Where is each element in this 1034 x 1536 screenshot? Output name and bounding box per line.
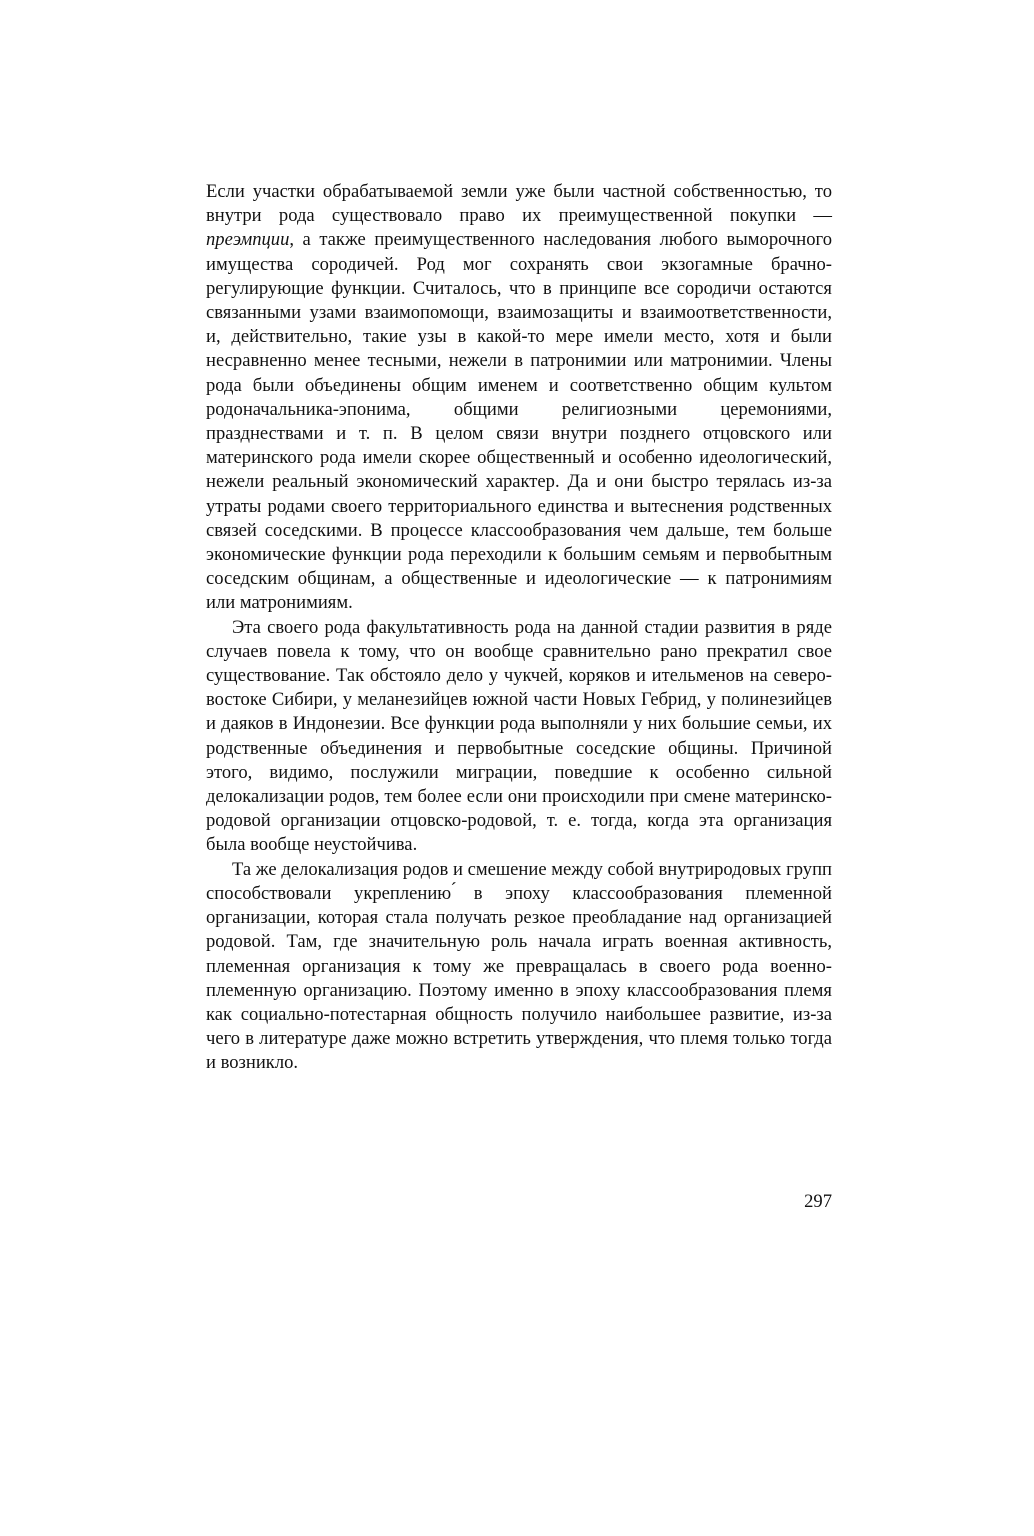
paragraph-1-text-end: , а также преимущественного наследования любого выморочного имущества сородичей. Род мог сохранять свои экзогамные брачно-регулирующие функции. Считалось, что в принципе все сородичи остаются связанными узами взаимопомощи, взаимозащиты и взаимоответственности, и, действительно, такие узы в какой-то мере имели место, хотя и были несравненно менее тесными, нежели в патронимии или матронимии. Члены рода были объединены общим именем и соответственно общим культом родоначальника-эпонима, общими религиозными церемониями, празднествами и т. п. В целом связи внутри позднего отцовского или материнского рода имели скорее общественный и особенно идеологический, нежели реальный экономический характер. Да и они быстро терялась из-за утраты родами своего территориального единства и вытеснения родственных связей соседскими. В процессе классообразования чем дальше, тем больше экономические функции рода переходили к большим семьям и первобытным соседским общинам, а общественные и идеологические — к патронимиям или матронимиям.	[206, 229, 832, 614]
paragraph-3: Та же делокализация родов и смешение между собой внутриродовых групп способствовали укреплению ́в эпоху классообразования племенной организации, которая стала получать резкое преобладание над организацией родовой. Там, где значительную роль начала играть военная активность, племенная организация к тому же превращалась в своего рода военно-племенную организацию. Поэтому именно в эпоху классообразования племя как социально-потестарная общность получило наибольшее развитие, из-за чего в литературе даже можно встретить утверждения, что племя только тогда и возникло.	[206, 858, 832, 1074]
body-text	[206, 180, 832, 1076]
page-number: 297	[804, 1191, 832, 1212]
paragraph-1	[206, 180, 832, 616]
emphasized-term: преэмпции	[206, 229, 290, 251]
paragraph-2: Эта своего рода факультативность рода на данной стадии развития в ряде случаев повела к тому, что он вообще сравнительно рано прекратил свое существование. Так обстояло дело у чукчей, коряков и ительменов на северо-востоке Сибири, у меланезийцев южной части Новых Гебрид, у полинезийцев и даяков в Индонезии. Все функции рода выполняли у них большие семьи, их родственные объединения и первобытные соседские общины. Причиной этого, видимо, послужили миграции, поведшие к особенно сильной делокализации родов, тем более если они происходили при смене материнско-родовой организации отцовско-родовой, т. е. тогда, когда эта организация была вообще неустойчива.	[206, 616, 832, 856]
paragraph-1-text-start: Если участки обрабатываемой земли уже были частной собственностью, то внутри рода существовало право их преимущественной покупки —	[206, 181, 832, 227]
